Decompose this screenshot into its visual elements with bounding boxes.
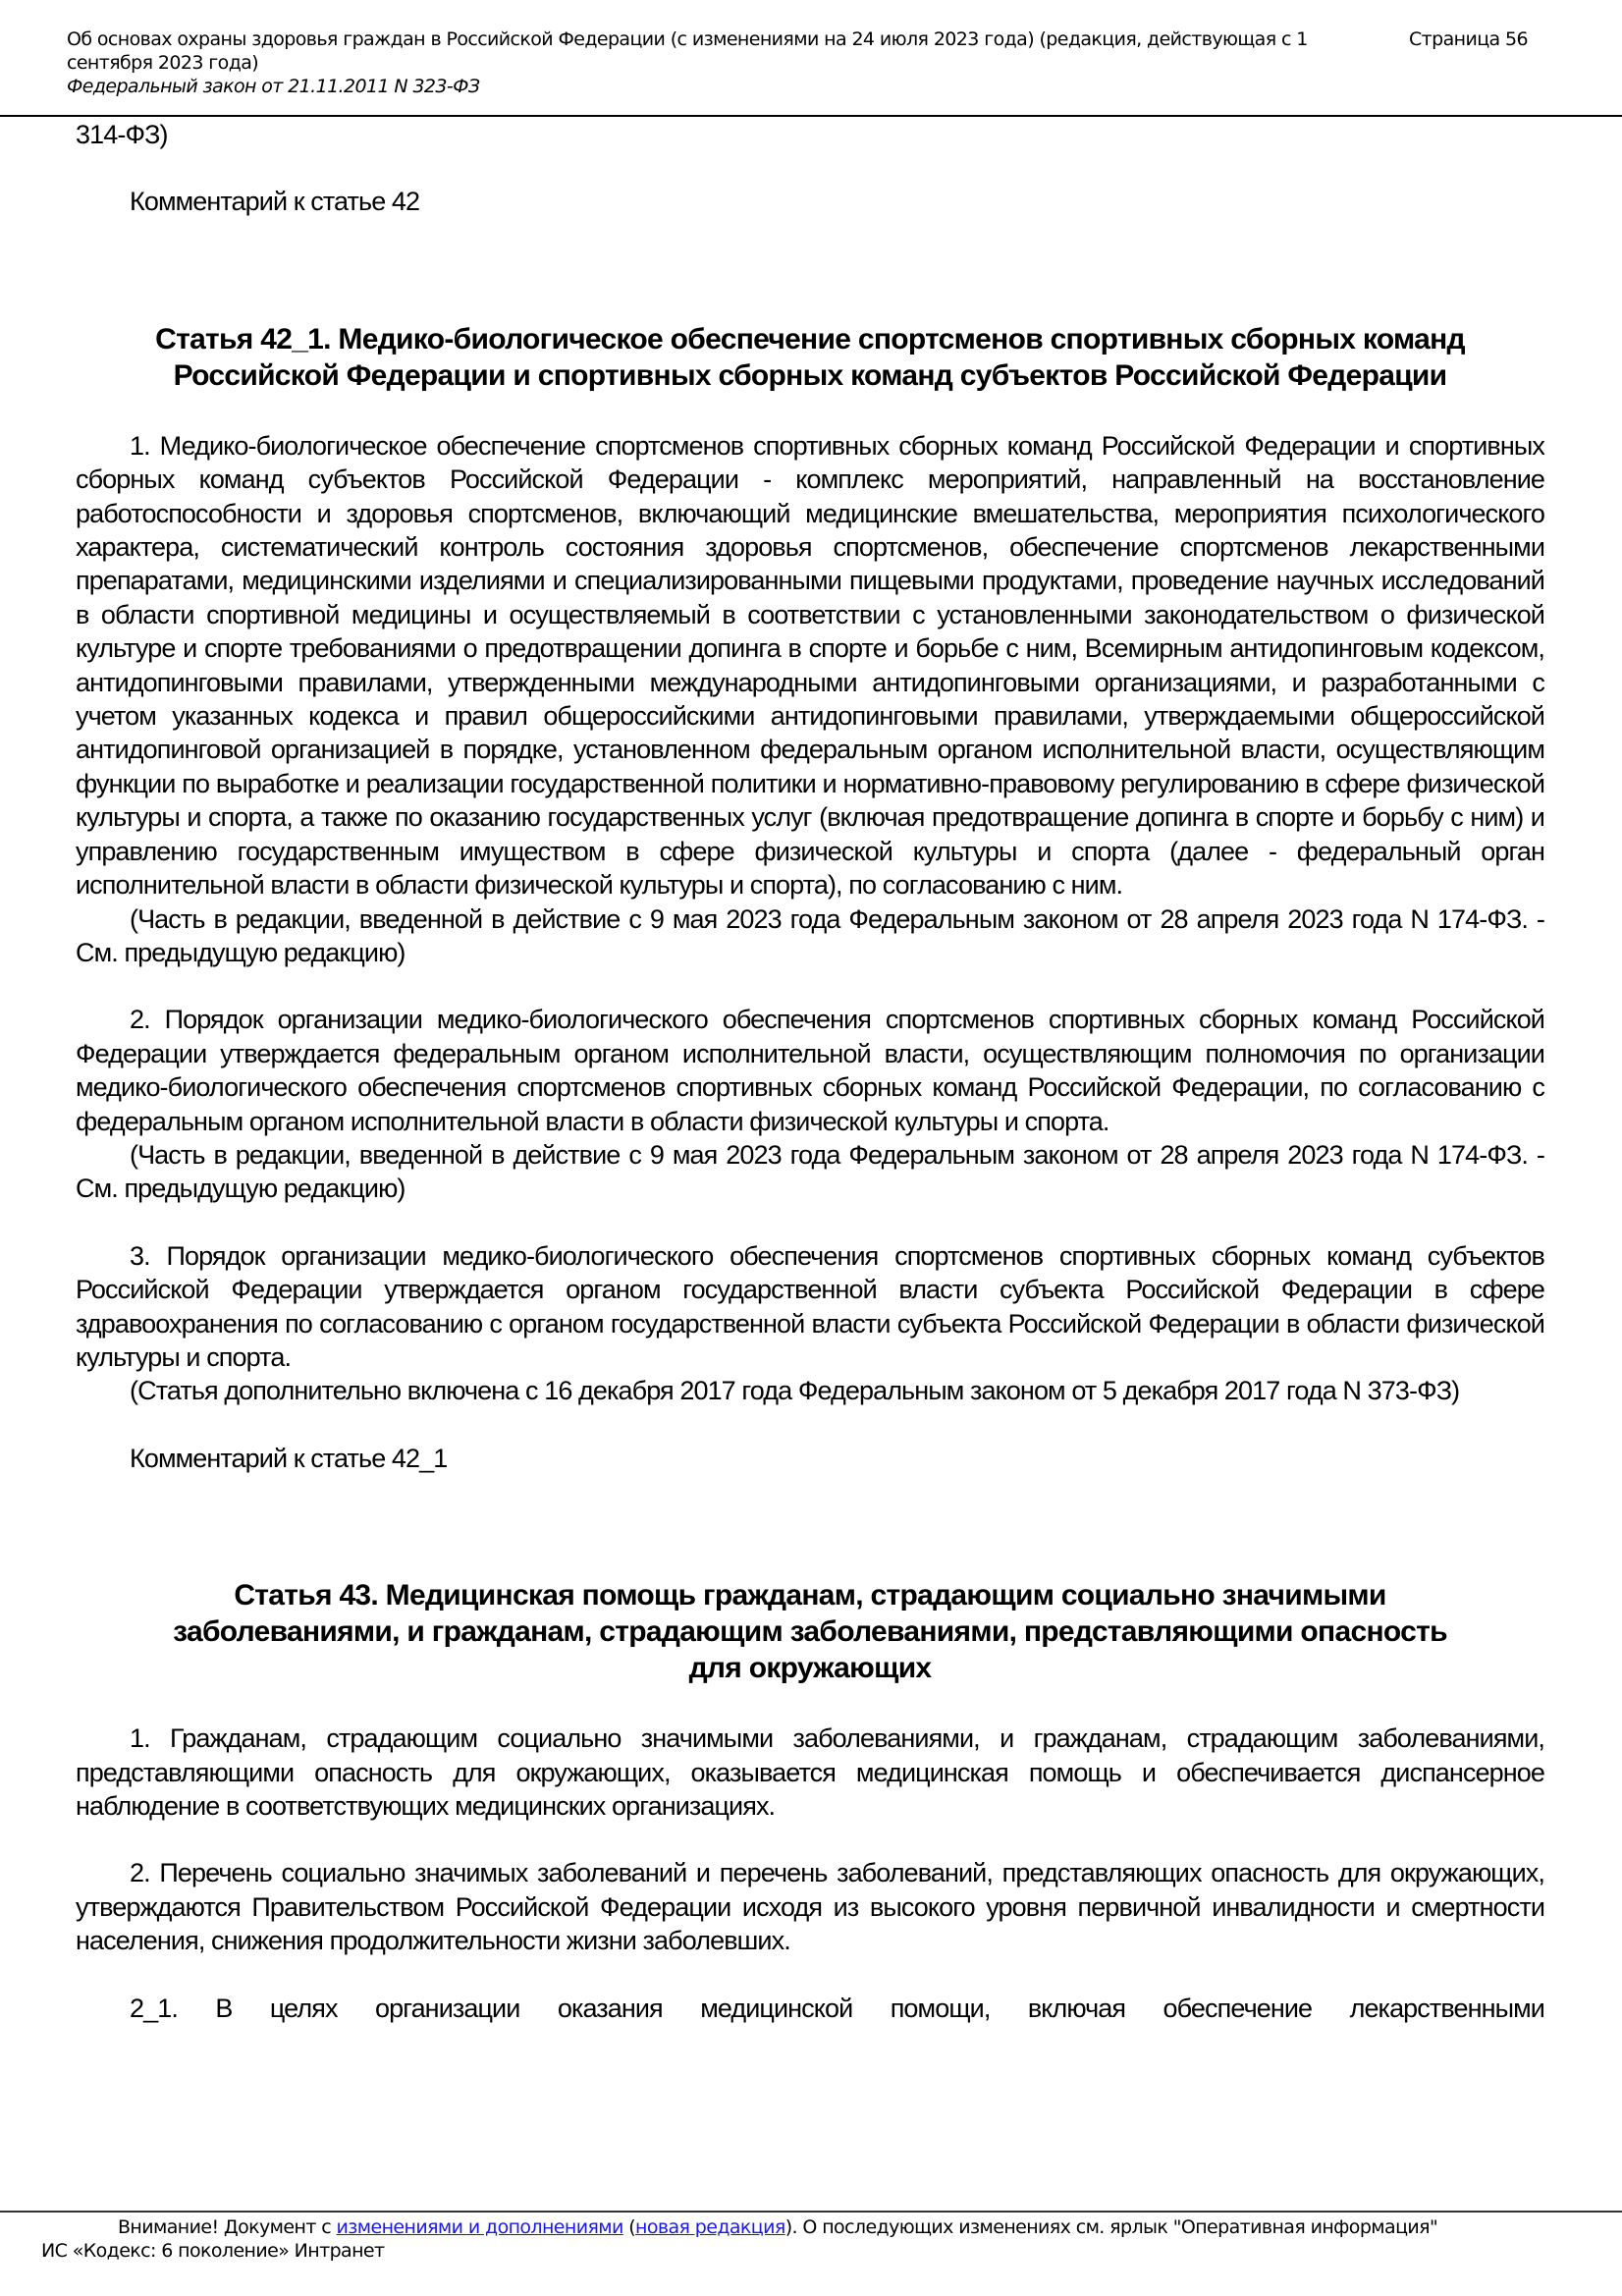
system-name: ИС «Кодекс: 6 поколение» Интранет (41, 2240, 385, 2262)
previous-article-tail: 314-ФЗ) (76, 120, 168, 149)
article-42-1-title (76, 321, 1544, 394)
article-paragraph: 2_1. В целях организации оказания медицинской помощи, включая обеспечение лекарственными (130, 1993, 1544, 2023)
footer-notice (41, 2215, 1593, 2239)
document-subtitle: Федеральный закон от 21.11.2011 N 323-ФЗ (67, 76, 480, 97)
edition-note[interactable]: (Статья дополнительно включена с 16 декабря 2017 года Федеральным законом от 5 декабря 2017 года N 373-ФЗ) (130, 1376, 1460, 1406)
notice-text: ( (622, 2216, 636, 2238)
changes-link[interactable]: изменениями и дополнениями (336, 2216, 623, 2238)
article-paragraph: 3. Порядок организации медико-биологического обеспечения спортсменов спортивных сборных команд субъектов Российской Федерации утверждается органом государственной власти субъекта Российской Федерации в сфере здравоохранения по согласованию с органом государственной власти субъекта Российской Федерации в области физической культуры и спорта. (76, 1240, 1544, 1372)
notice-text: Внимание! Документ с (118, 2216, 337, 2238)
footer-divider (0, 2211, 1622, 2213)
article-43 (76, 1577, 1544, 2025)
document-body (76, 118, 1544, 2210)
edition-note[interactable]: (Часть в редакции, введенной в действие с 9 мая 2023 года Федеральным законом от 28 апреля 2023 года N 174-ФЗ. - См. предыдущую редакцию) (76, 903, 1544, 967)
article-paragraph: 1. Гражданам, страдающим социально значимыми заболеваниями, и гражданам, страдающим заболеваниями, представляющими опасность для окружающих, оказывается медицинская помощь и обеспечивается диспансерное наблюдение в соответствующих медицинских организациях. (76, 1723, 1544, 1821)
edition-note[interactable]: (Часть в редакции, введенной в действие с 9 мая 2023 года Федеральным законом от 28 апреля 2023 года N 174-ФЗ. - См. предыдущую редакцию) (76, 1139, 1544, 1204)
article-paragraph: 2. Порядок организации медико-биологического обеспечения спортсменов спортивных сборных команд Российской Федерации утверждается федеральным органом исполнительной власти, осуществляющим полномочия по организации медико-биологического обеспечения спортсменов спортивных сборных команд Российской Федерации, по согласованию с федеральным органом исполнительной власти в области физической культуры и спорта. (76, 1005, 1544, 1136)
article-paragraph: 2. Перечень социально значимых заболеваний и перечень заболеваний, представляющих опасность для окружающих, утверждаются Правительством Российской Федерации исходя из высокого уровня первичной инвалидности и смертности населения, снижения продолжительности жизни заболевших. (76, 1858, 1544, 1956)
header-divider (0, 115, 1622, 117)
article-title-line: Статья 42_1. Медико-биологическое обеспечение спортсменов спортивных сборных команд (155, 322, 1465, 355)
comment-link-article-42-1[interactable]: Комментарий к статье 42_1 (130, 1443, 448, 1473)
comment-link-article-42[interactable]: Комментарий к статье 42 (130, 187, 420, 217)
notice-text: ). О последующих изменениях см. ярлык "Оперативная информация" (784, 2216, 1438, 2238)
article-title-line: для окружающих (688, 1652, 932, 1685)
new-edition-link[interactable]: новая редакция (635, 2216, 785, 2238)
article-43-title (76, 1577, 1544, 1686)
page-number: Страница 56 (1409, 28, 1529, 50)
article-title-line: Российской Федерации и спортивных сборных команд субъектов Российской Федерации (173, 358, 1447, 392)
article-title-line: заболеваниями, и гражданам, страдающим заболеваниями, представляющими опасность (173, 1615, 1447, 1649)
article-title-line: Статья 43. Медицинская помощь гражданам, страдающим социально значимыми (234, 1579, 1386, 1613)
page-footer (41, 2215, 1593, 2263)
page-header (67, 27, 1549, 98)
document-title: Об основах охраны здоровья граждан в Российской Федерации (с изменениями на 24 июля 2023 года) (редакция, действующая с 1 сентября 2023 года) (67, 28, 1308, 74)
article-paragraph: 1. Медико-биологическое обеспечение спортсменов спортивных сборных команд Российской Федерации и спортивных сборных команд субъектов Российской Федерации - комплекс мероприятий, направленный на восстановление работоспособности и здоровья спортсменов, включающий медицинские вмешательства, мероприятия психологического характера, систематический контроль состояния здоровья спортсменов, обеспечение спортсменов лекарственными препаратами, медицинскими изделиями и специализированными пищевыми продуктами, проведение научных исследований в области спортивной медицины и осуществляемый в соответствии с установленными законодательством о физической культуре и спорте требованиями о предотвращении допинга в спорте и борьбе с ним, Всемирным антидопинговым кодексом, антидопинговыми правилами, утвержденными международными антидопинговыми организациями, и разработанными с учетом указанных кодекса и правил общероссийскими антидопинговыми правилами, утверждаемыми общероссийской антидопинговой организацией в порядке, установленном федеральным органом исполнительной власти, осуществляющим функции по выработке и реализации государственной политики и нормативно-правовому регулированию в сфере физической культуры и спорта, а также по оказанию государственных услуг (включая предотвращение допинга в спорте и борьбу с ним) и управлению государственным имуществом в сфере физической культуры и спорта (далее - федеральный орган исполнительной власти в области физической культуры и спорта), по согласованию с ним. (76, 430, 1544, 901)
article-42-1 (76, 321, 1544, 1475)
